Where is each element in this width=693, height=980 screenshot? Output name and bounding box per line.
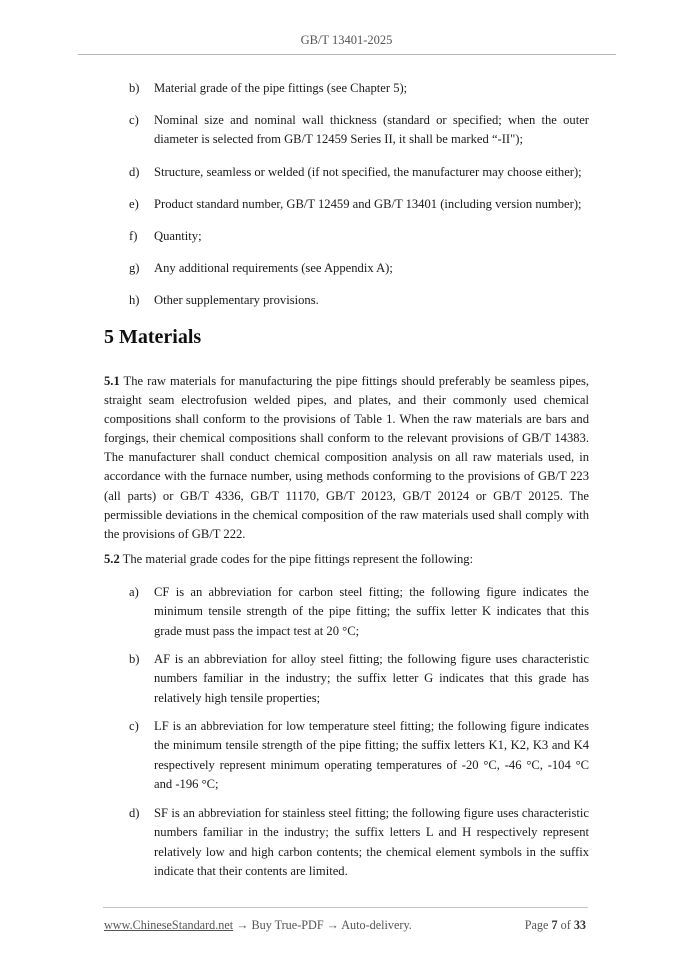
item-label: b) — [129, 81, 140, 95]
page-header-title: GB/T 13401-2025 — [300, 33, 393, 47]
item-text: CF is an abbreviation for carbon steel fitting; the following figure indicates the minimum tensile strength of the pipe fitting; the suffix letter K indicates that this grade must pass the impact test at 20 °C; — [154, 585, 589, 638]
clause-text: The raw materials for manufacturing the pipe fittings should preferably be seamless pipes, straight seam electrofusion welded pipes, and plates, and their commonly used chemical compositions shall conform to the provisions of Table 1. When the raw materials are bars and forgings, their chemical compositions shall conform to the relevant provisions of GB/T 14383. The manufacturer shall conduct chemical composition analysis on all raw materials used, in accordance with the furnace number, using methods conforming to the provisions of GB/T 223 (all parts) or GB/T 4336, GB/T 11170, GB/T 20123, GB/T 20124 or GB/T 20125. The permissible deviations in the chemical composition of the raw materials used shall comply with the provisions of GB/T 222. — [104, 374, 589, 541]
order-item-b — [129, 79, 589, 98]
item-label: a) — [129, 585, 139, 599]
item-label: b) — [129, 652, 140, 666]
item-text: Nominal size and nominal wall thickness (standard or specified; when the outer diameter is selected from GB/T 12459 Series II, it shall be marked “-II"); — [154, 113, 589, 147]
page-total: 33 — [573, 918, 586, 932]
grade-item-b — [129, 650, 589, 708]
item-label: g) — [129, 261, 140, 275]
website-link[interactable]: www.ChineseStandard.net — [104, 918, 234, 932]
order-item-f — [129, 227, 589, 246]
page-label: Page — [524, 918, 549, 932]
item-text: Quantity; — [154, 229, 202, 243]
item-text: Material grade of the pipe fittings (see Chapter 5); — [154, 81, 408, 95]
item-text: Other supplementary provisions. — [154, 293, 319, 307]
grade-item-d — [129, 804, 589, 881]
item-text: AF is an abbreviation for alloy steel fitting; the following figure uses characteristic numbers familiar in the industry; the suffix letter G indicates that this grade has relatively high tensile properties; — [154, 652, 589, 705]
page-number — [525, 918, 586, 933]
clause-5-1 — [104, 372, 589, 544]
clause-number: 5.1 — [104, 374, 120, 388]
buy-text: Buy True-PDF — [251, 918, 324, 932]
arrow-right-icon: → — [326, 918, 339, 932]
page-of: of — [560, 918, 571, 932]
order-item-e — [129, 195, 589, 214]
section-heading: 5 Materials — [104, 326, 202, 348]
header-divider — [78, 54, 616, 55]
item-label: h) — [129, 293, 140, 307]
item-label: c) — [129, 719, 139, 733]
item-text: Any additional requirements (see Appendix A); — [154, 261, 393, 275]
order-item-c — [129, 111, 589, 150]
clause-5-2 — [104, 550, 589, 569]
clause-number: 5.2 — [104, 552, 120, 566]
item-label: d) — [129, 165, 140, 179]
page-current: 7 — [551, 918, 558, 932]
item-text: LF is an abbreviation for low temperature steel fitting; the following figure indicates the minimum tensile strength of the pipe fitting; the suffix letters K1, K2, K3 and K4 respectively represent minimum operating temperatures of -20 °C, -46 °C, -104 °C and -196 °C; — [154, 719, 589, 791]
item-label: c) — [129, 113, 139, 127]
clause-text: The material grade codes for the pipe fittings represent the following: — [122, 552, 474, 566]
order-item-d — [129, 163, 589, 182]
grade-item-a — [129, 583, 589, 641]
arrow-right-icon: → — [236, 918, 249, 932]
order-item-h — [129, 291, 589, 310]
item-text: Structure, seamless or welded (if not specified, the manufacturer may choose either); — [154, 165, 582, 179]
item-label: d) — [129, 806, 140, 820]
footer-divider — [103, 907, 588, 908]
item-label: e) — [129, 197, 139, 211]
order-item-g — [129, 259, 589, 278]
item-text: Product standard number, GB/T 12459 and GB/T 13401 (including version number); — [154, 197, 582, 211]
item-label: f) — [129, 229, 138, 243]
grade-item-c — [129, 717, 589, 794]
delivery-text: Auto-delivery. — [341, 918, 412, 932]
item-text: SF is an abbreviation for stainless steel fitting; the following figure uses characteristic numbers familiar in the industry; the suffix letters L and H respectively represent relatively low and high carbon contents; the chemical element symbols in the suffix indicate that their contents are limited. — [154, 806, 589, 878]
page-footer — [104, 918, 588, 933]
